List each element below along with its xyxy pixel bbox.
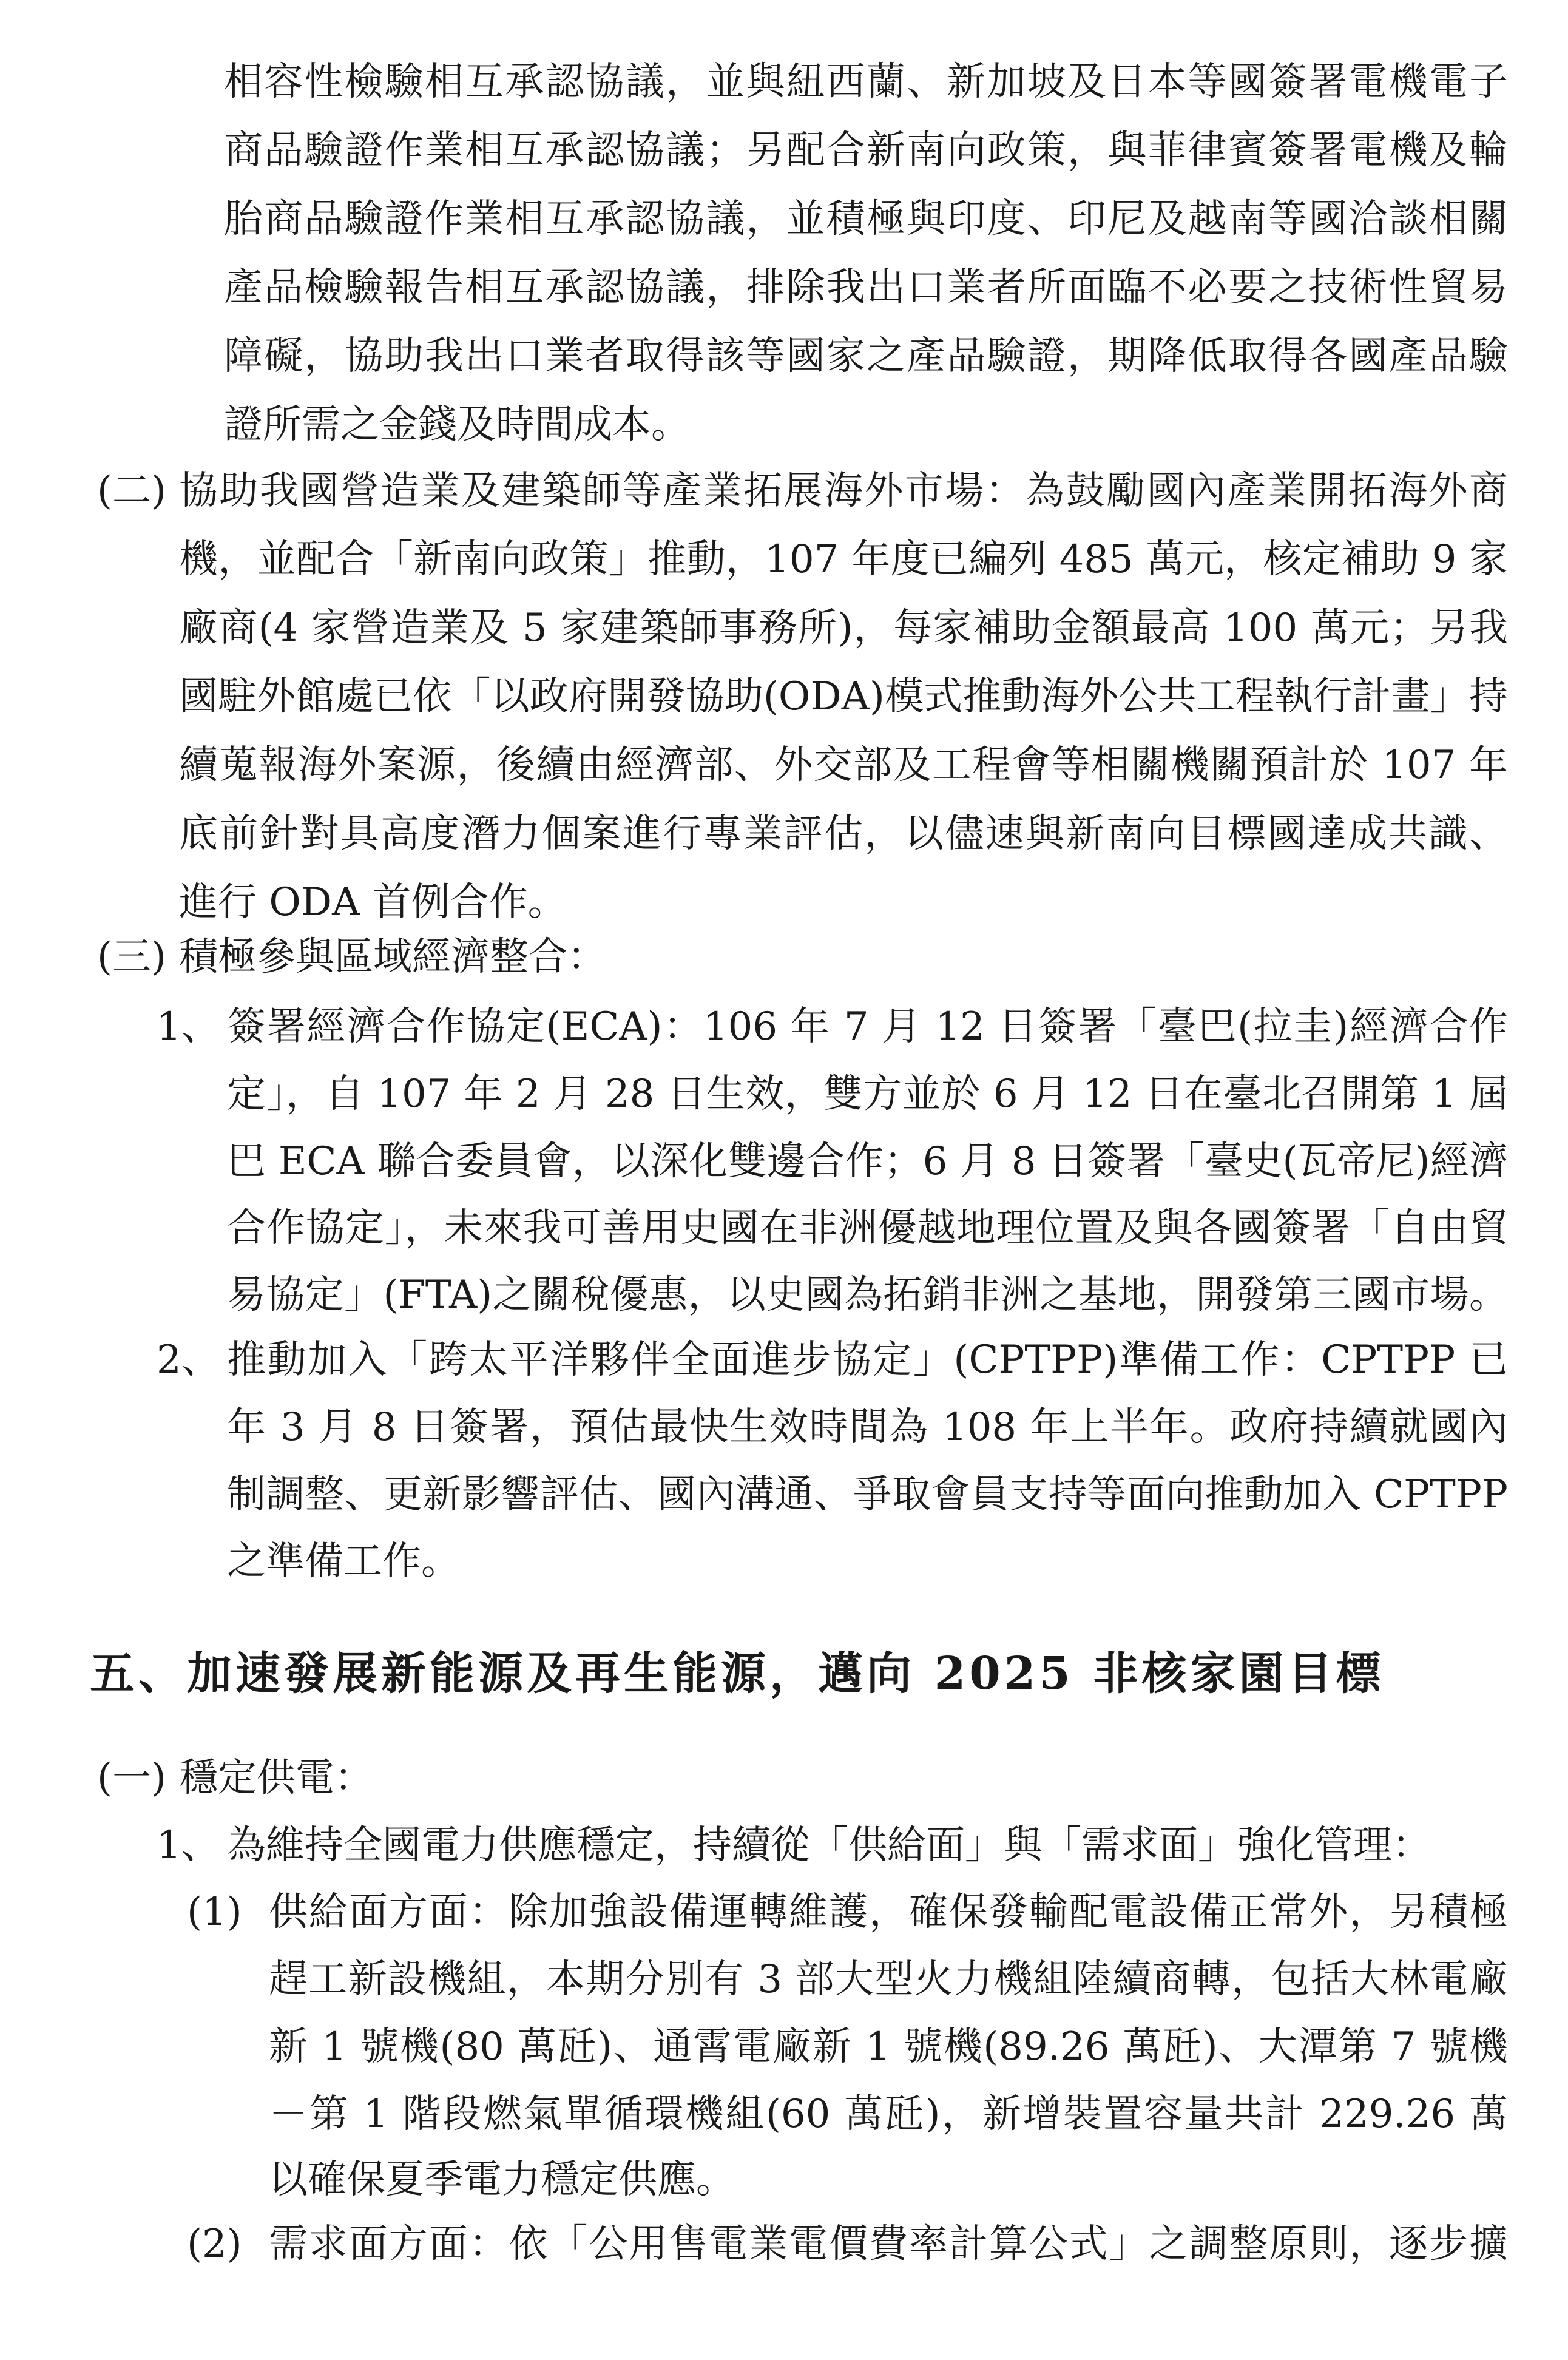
text-line: 易協定」(FTA)之關稅優惠，以史國為拓銷非洲之基地，開發第三國市場。: [227, 1273, 1508, 1317]
text-line: 新 1 號機(80 萬瓩)、通霄電廠新 1 號機(89.26 萬瓩)、大潭第 7 號機: [269, 2024, 1508, 2069]
text-line: 年 3 月 8 日簽署，預估最快生效時間為 108 年上半年。政府持續就國內: [227, 1405, 1508, 1450]
text-line: 巴 ECA 聯合委員會，以深化雙邊合作；6 月 8 日簽署「臺史(瓦帝尼)經濟: [227, 1139, 1508, 1184]
text-line: 障礙，協助我出口業者取得該等國家之產品驗證，期降低取得各國產品驗: [224, 334, 1508, 379]
text-line: 以確保夏季電力穩定供應。: [269, 2157, 735, 2202]
text-line: 胎商品驗證作業相互承認協議，並積極與印度、印尼及越南等國洽談相關: [224, 197, 1508, 242]
text-line: 商品驗證作業相互承認協議；另配合新南向政策，與菲律賓簽署電機及輪: [224, 128, 1508, 173]
text-line: 簽署經濟合作協定(ECA)：106 年 7 月 12 日簽署「臺巴(拉圭)經濟合作: [227, 1004, 1508, 1049]
text-line: 為維持全國電力供應穩定，持續從「供給面」與「需求面」強化管理：: [227, 1823, 1431, 1868]
item-marker: (二): [97, 468, 166, 513]
text-line: 制調整、更新影響評估、國內溝通、爭取會員支持等面向推動加入 CPTPP: [227, 1472, 1508, 1517]
text-line: 續蒐報海外案源，後續由經濟部、外交部及工程會等相關機關預計於 107 年: [179, 743, 1508, 788]
text-line: 之準備工作。: [227, 1539, 460, 1584]
sub-item-marker: 2、: [157, 1337, 220, 1382]
item-marker: (三): [97, 935, 166, 979]
point-marker: (2): [187, 2222, 242, 2267]
text-line: 機，並配合「新南向政策」推動，107 年度已編列 485 萬元，核定補助 9 家: [179, 537, 1508, 582]
section-heading: 五、加速發展新能源及再生能源，邁向 2025 非核家園目標: [90, 1648, 1385, 1700]
text-line: 證所需之金錢及時間成本。: [224, 402, 690, 447]
text-line: 相容性檢驗相互承認協議，並與紐西蘭、新加坡及日本等國簽署電機電子: [224, 59, 1508, 104]
text-line: 產品檢驗報告相互承認協議，排除我出口業者所面臨不必要之技術性貿易: [224, 265, 1508, 310]
point-marker: (1): [187, 1890, 242, 1935]
text-line: 底前針對具高度潛力個案進行專業評估，以儘速與新南向目標國達成共識、: [179, 811, 1508, 856]
text-line: 需求面方面：依「公用售電業電價費率計算公式」之調整原則，逐步擴: [269, 2222, 1508, 2267]
text-line: 國駐外館處已依「以政府開發協助(ODA)模式推動海外公共工程執行計畫」持: [179, 674, 1508, 719]
text-line: 趕工新設機組，本期分別有 3 部大型火力機組陸續商轉，包括大林電廠: [269, 1957, 1508, 2002]
sub-item-marker: 1、: [157, 1823, 220, 1868]
text-line: 廠商(4 家營造業及 5 家建築師事務所)，每家補助金額最高 100 萬元；另我: [179, 606, 1508, 651]
text-line: 進行 ODA 首例合作。: [179, 880, 567, 925]
text-line: 定」，自 107 年 2 月 28 日生效，雙方並於 6 月 12 日在臺北召開第 1 屆: [227, 1072, 1508, 1117]
item-title: 穩定供電：: [179, 1756, 373, 1800]
text-line: 協助我國營造業及建築師等產業拓展海外市場：為鼓勵國內產業開拓海外商: [179, 468, 1508, 513]
text-line: 推動加入「跨太平洋夥伴全面進步協定」(CPTPP)準備工作：CPTPP 已: [227, 1337, 1508, 1382]
item-title: 積極參與區域經濟整合：: [179, 935, 606, 979]
text-line: －第 1 階段燃氣單循環機組(60 萬瓩)，新增裝置容量共計 229.26 萬: [269, 2092, 1508, 2137]
sub-item-marker: 1、: [157, 1004, 220, 1049]
item-marker: (一): [97, 1756, 166, 1800]
text-line: 供給面方面：除加強設備運轉維護，確保發輸配電設備正常外，另積極: [269, 1890, 1508, 1935]
text-line: 合作協定」，未來我可善用史國在非洲優越地理位置及與各國簽署「自由貿: [227, 1206, 1508, 1251]
